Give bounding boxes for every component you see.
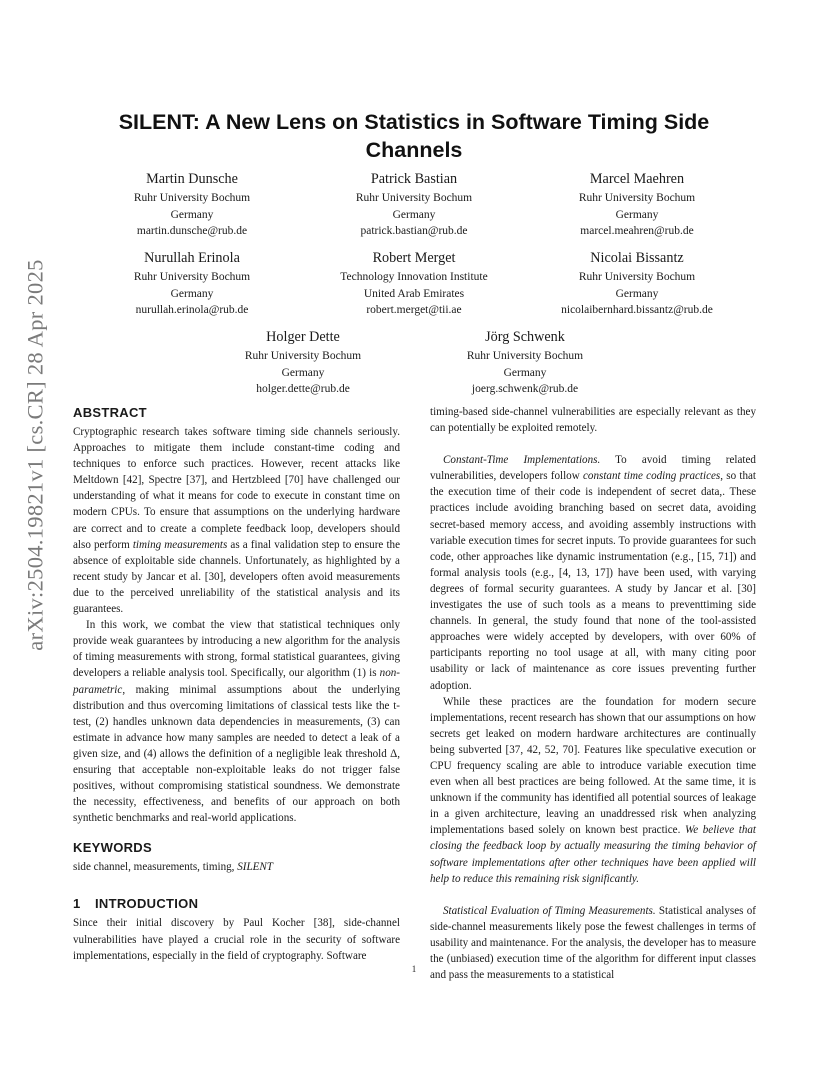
section-title: INTRODUCTION [95, 896, 199, 912]
hardware-paragraph: While these practices are the foundation for modern secure implementations, recent research has shown that our assumptions on how secrets get leaked on modern hardware architectures are continually being subverted [37, 42, 52, 70]. Features like speculative execution or CPU frequency scaling are able to introduce variable execution time even when all best practices are being followed. At the same time, it is unknown if the community has identified all potential sources of leakage in a given architecture, leaving an unaddressed risk when analyzing implementations based solely on known best practice. We believe that closing the feedback loop by actually measuring the timing behavior of software implementations after other techniques have been applied will help to reduce this remaining risk significantly. [430, 695, 757, 885]
author-name: Patrick Bastian [370, 171, 458, 187]
author-block [405, 328, 645, 398]
author-affiliation: Ruhr University Bochum [578, 271, 696, 283]
author-email: nurullah.erinola@rub.de [135, 304, 249, 316]
page-number: 1 [411, 964, 417, 974]
author-name: Nicolai Bissantz [590, 250, 684, 266]
author-country: Germany [392, 208, 436, 221]
arxiv-identifier-text: arXiv:2504.19821v1 [cs.CR] 28 Apr 2025 [23, 259, 48, 651]
author-name: Marcel Maehren [589, 171, 685, 187]
intro-continuation-paragraph: timing-based side-channel vulnerabilities are especially relevant as they can potentially be exploited remotely. [430, 406, 756, 435]
left-column [73, 404, 400, 964]
keywords-heading: KEYWORDS [73, 840, 152, 856]
author-block [294, 170, 534, 240]
keywords-text: side channel, measurements, timing, SILENT [73, 861, 273, 874]
abstract-heading: ABSTRACT [73, 405, 147, 420]
abstract-paragraph-2: In this work, we combat the view that statistical techniques only provide weak guarantees by introducing a new algorithm for the analysis of timing measurements with strong, formal statistical guarantees, giving developers a reliable analysis tool. Specifically, our algorithm (1) is non-parametric, making minimal assumptions about the underlying distribution and thus overcoming limitations of classical tests like the t-test, (2) handles unknown data dependencies in measurements, (3) can estimate in advance how many samples are needed to detect a leak of a given size, and (4) allows the definition of a negligible leak threshold Δ, ensuring that acceptable non-exploitable leaks do not trigger false positives, without compromising statistical soundness. We demonstrate the necessity, effectiveness, and benefits of our approach on both synthetic benchmarks and real-world applications. [73, 619, 400, 825]
abstract-paragraph-1: Cryptographic research takes software timing side channels seriously. Approaches to mitigate them include constant-time coding and techniques to enforce such practices. However, recent attacks like Meltdown [42], Spectre [37], and Hertzbleed [70] have challenged our understanding of what it means for code to execute in constant time on modern CPUs. To ensure that assumptions on the underlying hardware are correct and to create a complete feedback loop, developers should also perform timing measurements as a final validation step to ensure the absence of exploitable side channels. Unfortunately, as highlighted by a recent study by Jancar et al. [30], developers often avoid measurements due to the perceived unreliability of the statistical analysis and its guarantees. [73, 426, 400, 616]
author-block [517, 249, 757, 319]
author-affiliation: Ruhr University Bochum [355, 192, 473, 204]
author-name: Martin Dunsche [146, 171, 238, 187]
author-affiliation: Ruhr University Bochum [244, 350, 362, 362]
author-country: Germany [170, 287, 214, 300]
author-affiliation: Ruhr University Bochum [466, 350, 584, 362]
section-number: 1 [73, 896, 81, 912]
author-email: robert.merget@tii.ae [366, 304, 462, 316]
statistical-evaluation-paragraph: Statistical Evaluation of Timing Measurements. Statistical analyses of side-channel measurements likely pose the fewest challenges in terms of usability and maintenance. For the analysis, the developer has to measure the (unbiased) execution time of the algorithm for different input classes and pass the measurements to a statistical [430, 904, 756, 982]
author-block [517, 170, 757, 240]
author-block [72, 249, 312, 319]
author-country: Germany [615, 287, 659, 300]
author-email: nicolaibernhard.bissantz@rub.de [561, 304, 713, 316]
author-name: Jörg Schwenk [485, 329, 565, 345]
paper-title: SILENT: A New Lens on Statistics in Software Timing Side Channels [118, 110, 710, 162]
author-block [294, 249, 534, 319]
author-affiliation: Technology Innovation Institute [340, 271, 488, 283]
author-email: holger.dette@rub.de [256, 383, 350, 395]
author-name: Robert Merget [372, 250, 456, 266]
author-country: Germany [615, 208, 659, 221]
author-email: marcel.meahren@rub.de [580, 225, 694, 237]
author-block [72, 170, 312, 240]
author-name: Holger Dette [266, 329, 340, 345]
author-country: United Arab Emirates [363, 287, 465, 300]
author-email: martin.dunsche@rub.de [136, 225, 248, 237]
author-affiliation: Ruhr University Bochum [578, 192, 696, 204]
author-email: patrick.bastian@rub.de [360, 225, 468, 237]
author-country: Germany [170, 208, 214, 221]
arxiv-identifier [23, 259, 48, 651]
author-affiliation: Ruhr University Bochum [133, 271, 251, 283]
introduction-paragraph-1: Since their initial discovery by Paul Kocher [38], side-channel vulnerabilities have played a crucial role in the security of software implementations, especially in the field of cryptography. Software [73, 917, 400, 962]
introduction-heading [73, 895, 400, 912]
author-country: Germany [503, 366, 547, 379]
author-email: joerg.schwenk@rub.de [471, 383, 579, 395]
constant-time-paragraph: Constant-Time Implementations. To avoid timing related vulnerabilities, developers follow constant time coding practices, so that the execution time of their code is independent of secret data,. These practices include avoiding branching based on secret data, avoiding secret-based memory access, and avoiding assembly instructions with variable execution times for secret inputs. To provide guarantees for such code, other approaches like dynamic instrumentation (e.g., [15, 71]) and formal analysis tools (e.g., [4, 13, 17]) have been used, with varying degrees of formal security guarantees. A study by Jancar et al. [30] investigates the use of such tools as a means to preventtiming side channels. In general, the study found that none of the tool-assisted approaches were widely accepted by developers, with over 60% of participants reporting no tool usage at all, with many citing poor usability or lack of maintenance as core issues preventing further adoption. [430, 454, 757, 692]
author-affiliation: Ruhr University Bochum [133, 192, 251, 204]
author-block [183, 328, 423, 398]
right-column [430, 404, 756, 983]
author-country: Germany [281, 366, 325, 379]
author-name: Nurullah Erinola [144, 250, 240, 266]
